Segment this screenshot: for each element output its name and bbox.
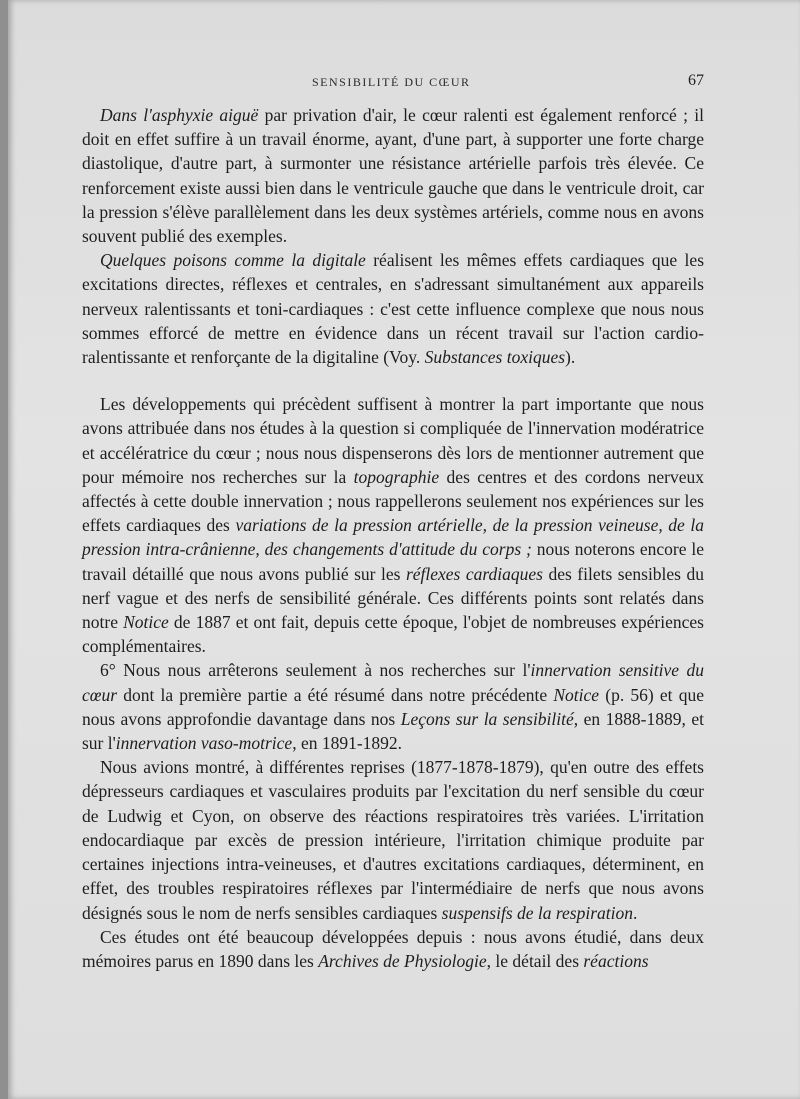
paragraph-innervation-sensitive	[82, 658, 704, 755]
italic-reference: Archives de Physiologie	[318, 950, 487, 971]
text-run: (p. 56) et que nous avons approfondie davantage dans nos	[82, 684, 704, 729]
text-run: Les développements qui précèdent suffisent à montrer la part importante que nous avons attribuée dans nos études à la question si compliquée de l'innervation modératrice et accélératrice du cœur ; nous nous dispenserons dès lors de mentionner autrement que pour mémoire nos recherches sur la	[82, 394, 704, 487]
body-text	[82, 103, 704, 973]
text-run: de 1887 et ont fait, depuis cette époque, l'objet de nombreuses expériences complémentaires.	[82, 612, 704, 657]
text-run: ).	[565, 347, 576, 368]
italic-term: Quelques poisons comme la digitale	[100, 250, 366, 271]
page-header	[82, 72, 704, 95]
italic-reference: Substances toxiques	[424, 347, 566, 368]
italic-term: réflexes cardiaques	[405, 563, 543, 584]
text-run: .	[633, 902, 638, 923]
book-page	[8, 0, 800, 1099]
text-run: , en 1891-1892.	[292, 733, 403, 754]
italic-reference: Leçons sur la sensibilité	[400, 708, 574, 729]
running-title: SENSIBILITÉ DU CŒUR	[312, 75, 471, 89]
text-run: dont la première partie a été résumé dans notre précédente	[117, 684, 554, 705]
text-run: par privation d'air, le cœur ralenti est également renforcé ; il doit en effet suffire à un travail énorme, ayant, d'une part, à supporter une forte charge diastolique, d'autre part, à surmonter une résistance artérielle parfois très élevée. Ce renforcement existe aussi bien dans le ventricule gauche que dans le ventricule droit, car la pression s'élève parallèlement dans les deux systèmes artériels, comme nous en avons souvent publié des exemples.	[82, 105, 704, 247]
italic-term: Dans l'asphyxie aiguë	[100, 105, 259, 125]
italic-reference: Notice	[123, 612, 169, 633]
text-run: Nous avions montré, à différentes reprises (1877-1878-1879), qu'en outre des effets dépresseurs cardiaques et vasculaires produits par l'excitation du nerf sensible du cœur de Ludwig et Cyon, on observe des réactions respiratoires très variées. L'irritation endocardiaque par excès de pression intérieure, l'irritation chimique produite par certaines injections intra-veineuses, et d'autres excitations cardiaques, déterminent, en effet, des troubles respiratoires réflexes par l'intermédiaire de nerfs que nous avons désignés sous le nom de nerfs sensibles cardiaques	[82, 757, 704, 923]
paragraph-developpements	[82, 392, 704, 658]
page-number: 67	[688, 72, 704, 89]
italic-reference: Notice	[553, 684, 600, 705]
italic-term: variations de la pression artérielle, de la pression veineuse, de la pression intra-crânienne, des changements d'attitude du corps ;	[82, 515, 705, 560]
text-run: réalisent les mêmes effets cardiaques que les excitations directes, réflexes et centrales, en s'adressant simultanément aux appareils nerveux ralentissants et toni-cardiaques : c'est cette influence complexe que nous nous sommes efforcé de mettre en évidence dans un récent travail sur l'action cardio-ralentissante et renforçante de la digitaline (Voy.	[82, 250, 704, 368]
text-run: , le détail des	[486, 950, 584, 971]
text-run: des centres et des cordons nerveux affectés à cette double innervation ; nous rappellerons seulement nos expériences sur les effets cardiaques des	[82, 466, 705, 536]
italic-term: innervation vaso-motrice	[115, 733, 293, 754]
italic-term: topographie	[353, 466, 440, 487]
paragraph-etudes	[82, 925, 704, 973]
paragraph-digitale	[82, 248, 704, 369]
paragraph-asphyxie	[82, 103, 704, 248]
text-run: Ces études ont été beaucoup développées depuis : nous avons étudié, dans deux mémoires parus en 1890 dans les	[82, 926, 704, 971]
italic-term: innervation sensitive du cœur	[82, 660, 704, 705]
italic-term: réactions	[583, 950, 649, 971]
italic-term: suspensifs de la respiration	[441, 902, 634, 923]
text-run: , en 1888-1889, et sur l'	[82, 708, 704, 754]
text-run: nous noterons encore le travail détaillé que nous avons publié sur les	[82, 539, 704, 584]
text-run: 6° Nous nous arrêterons seulement à nos recherches sur l'	[100, 660, 531, 681]
paragraph-reactions-respiratoires	[82, 755, 704, 924]
text-run: des filets sensibles du nerf vague et des nerfs de sensibilité générale. Ces différents points sont relatés dans notre	[82, 563, 704, 633]
